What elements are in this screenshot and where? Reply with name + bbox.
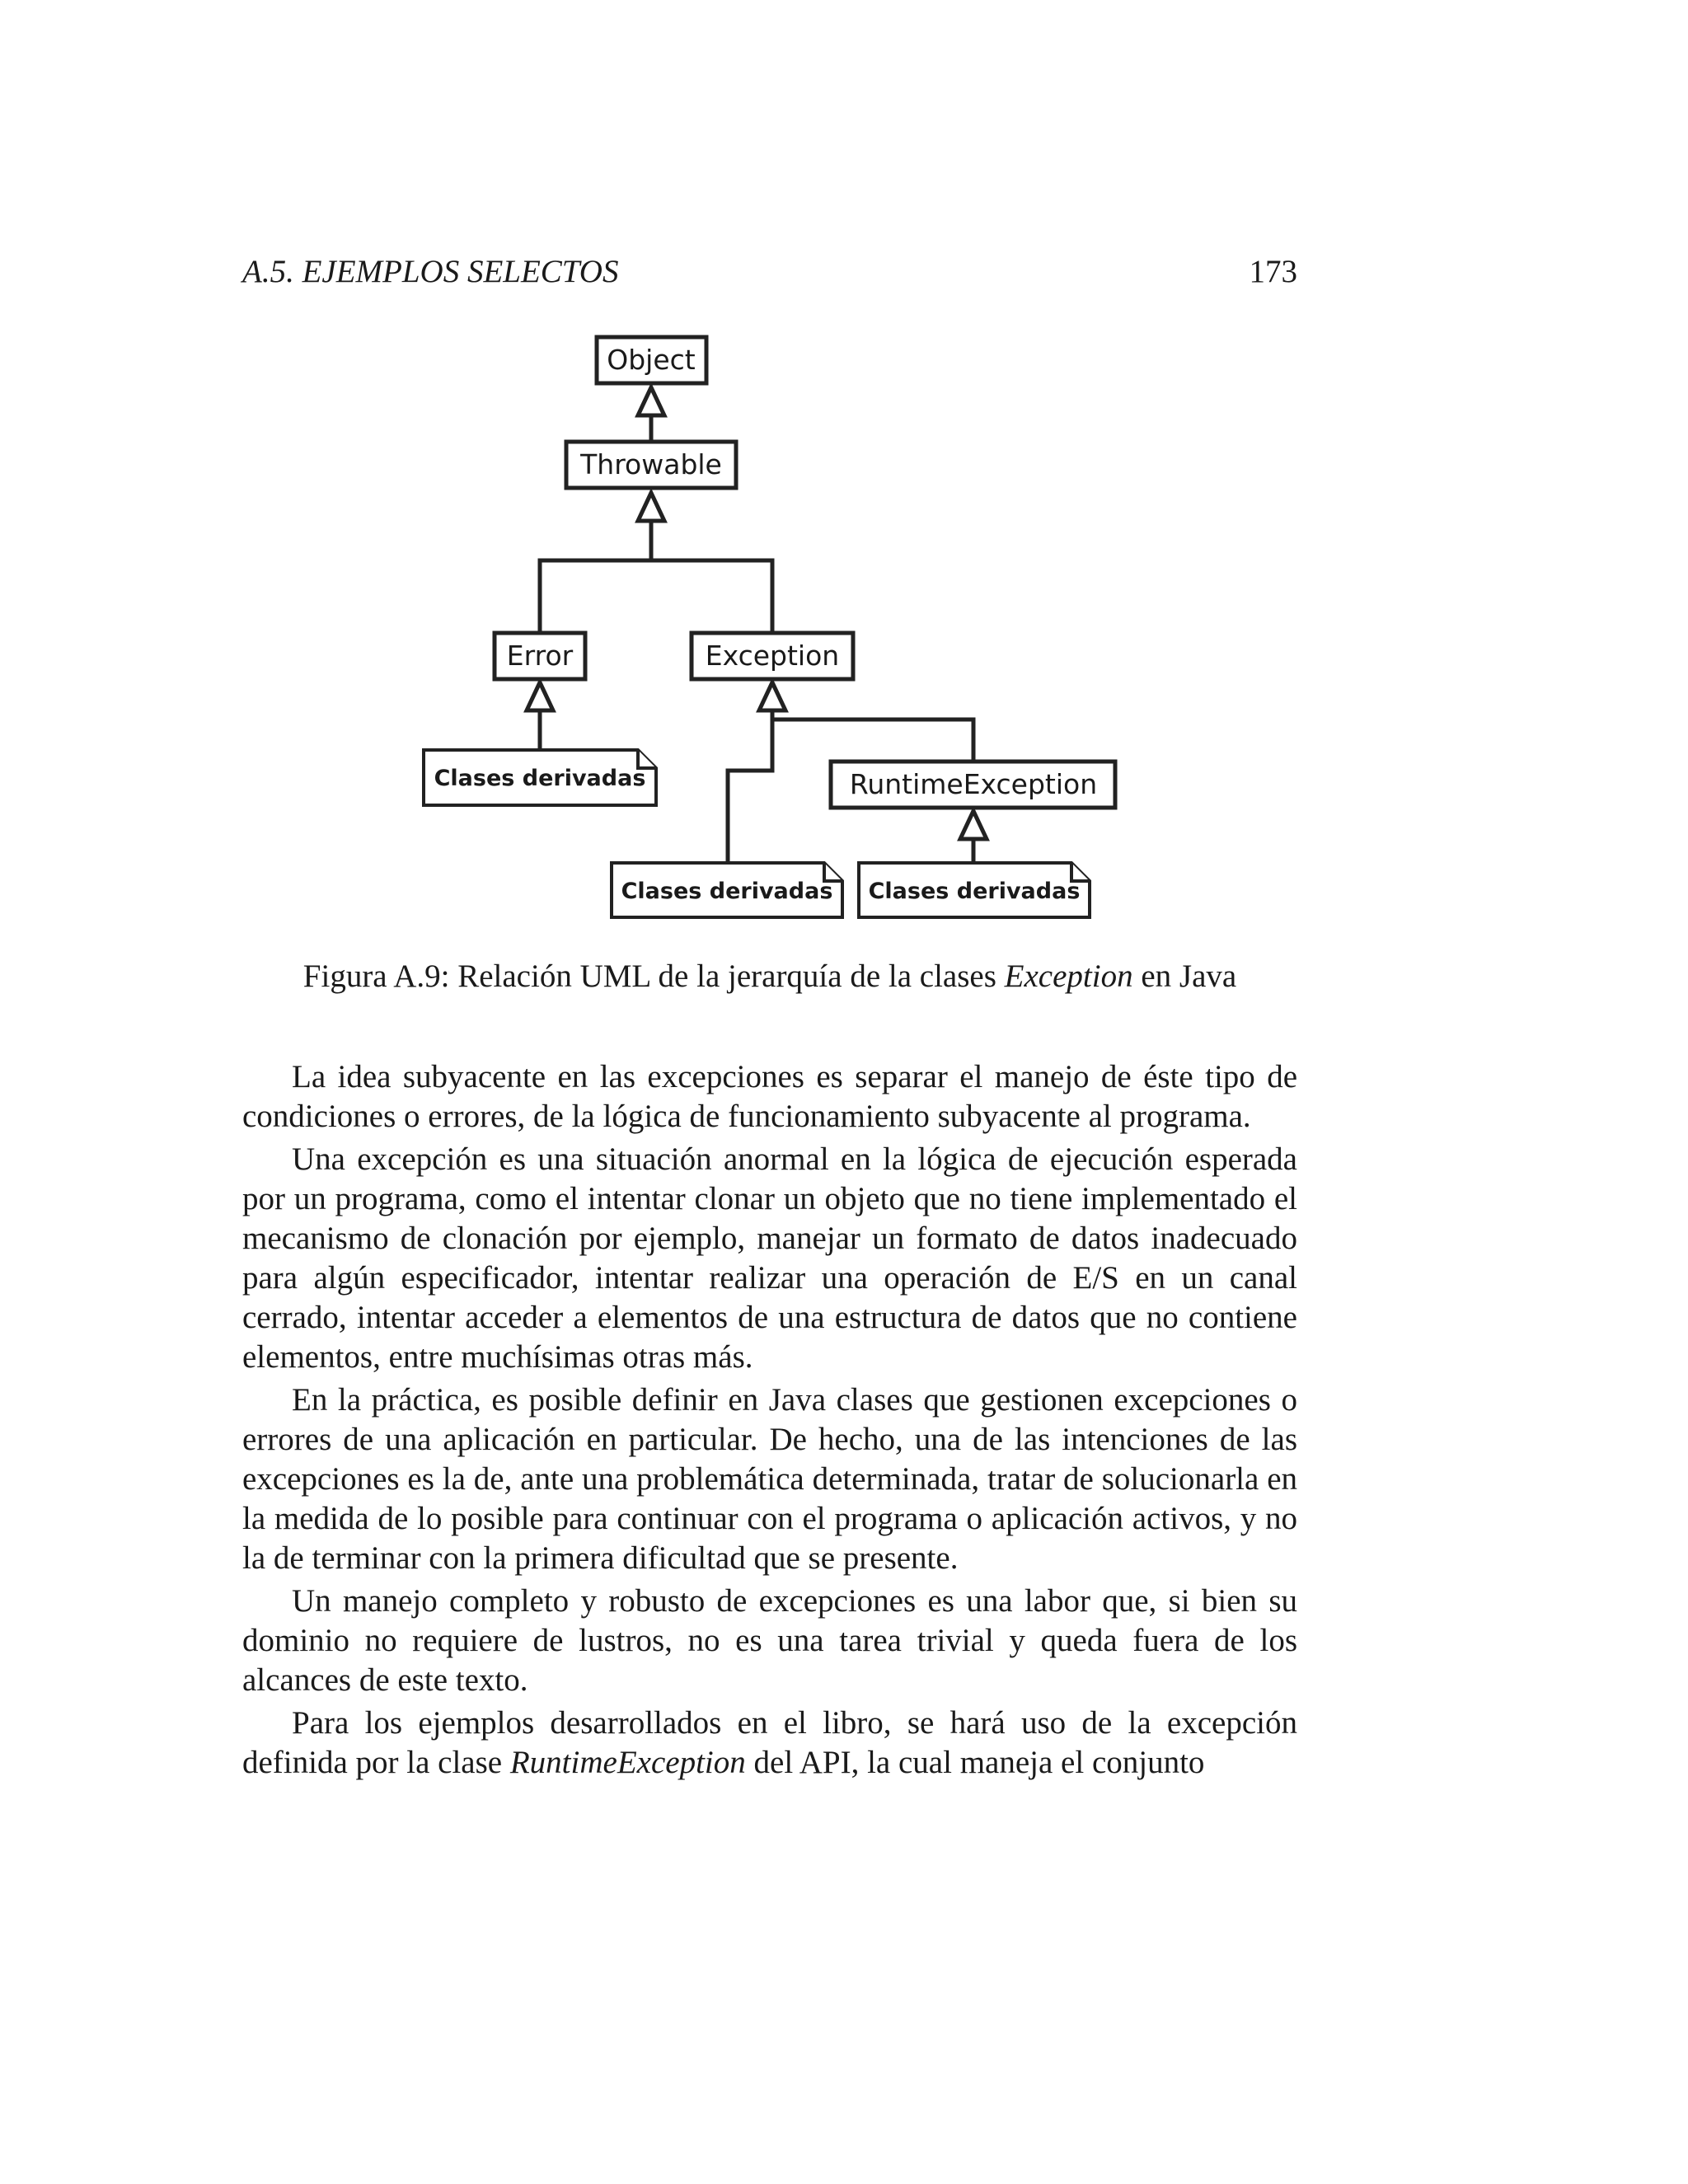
paragraph-text: Para los ejemplos desarrollados en el libro, se hará uso de la excepción definida por la clase [242, 1705, 1297, 1780]
inheritance-arrow-icon [759, 682, 785, 710]
connector-error-exception-throwable [540, 560, 772, 633]
paragraph-text: del API, la cual maneja el conjunto [745, 1745, 1205, 1780]
paragraph: En la práctica, es posible definir en Java clases que gestionen excepciones o errores de una aplicación en particular. De hecho, una de las intenciones de las excepciones es la de, ante una problemática determinada, tratar de solucionarla en la medida de lo posible para continuar con el programa o aplicación activos, y no la de terminar con la primera dificultad que se presente. [242, 1382, 1297, 1576]
running-title: A.5. EJEMPLOS SELECTOS [242, 254, 619, 289]
inheritance-arrow-icon [638, 387, 664, 415]
inheritance-arrow-icon [960, 811, 987, 839]
caption-suffix: en Java [1132, 958, 1237, 994]
caption-prefix: Figura A.9: Relación UML de la jerarquía de la clases [302, 958, 1005, 994]
paragraph: Un manejo completo y robusto de excepciones es una labor que, si bien su dominio no requiere de lustros, no es una tarea trivial y queda fuera de los alcances de este texto. [242, 1583, 1297, 1698]
paragraph: La idea subyacente en las excepciones es separar el manejo de éste tipo de condiciones o errores, de la lógica de funcionamiento subyacente al programa. [242, 1059, 1297, 1134]
connector-runtime-exception [772, 719, 973, 761]
paragraph: Una excepción es una situación anormal en la lógica de ejecución esperada por un programa, como el intentar clonar un objeto que no tiene implementado el mecanismo de clonación por ejemplo, manejar un formato de datos inadecuado para algún especificador, intentar realizar una operación de E/S en un canal cerrado, intentar acceder a elementos de una estructura de datos que no contiene elementos, entre muchísimas otras más. [242, 1141, 1297, 1375]
note-label-exception-derived: Clases derivadas [621, 879, 833, 904]
body-text [242, 1057, 1297, 1786]
inheritance-arrow-icon [638, 493, 664, 521]
figure-caption [242, 956, 1297, 997]
class-label-object: Object [607, 344, 696, 376]
inheritance-arrow-icon [527, 682, 553, 710]
note-label-error-derived: Clases derivadas [434, 766, 646, 791]
caption-emphasis: Exception [1004, 958, 1133, 994]
class-label-exception: Exception [705, 640, 840, 672]
class-label-throwable: Throwable [580, 448, 722, 480]
class-name-emphasis: RuntimeException [509, 1745, 746, 1780]
note-label-runtime-derived: Clases derivadas [868, 879, 1081, 904]
connector-exception-derived [728, 710, 772, 861]
uml-diagram [0, 0, 1688, 956]
page-number: 173 [1249, 254, 1297, 289]
paragraph [242, 1704, 1297, 1783]
class-label-error: Error [506, 640, 574, 672]
class-label-runtime-exception: RuntimeException [849, 768, 1098, 800]
